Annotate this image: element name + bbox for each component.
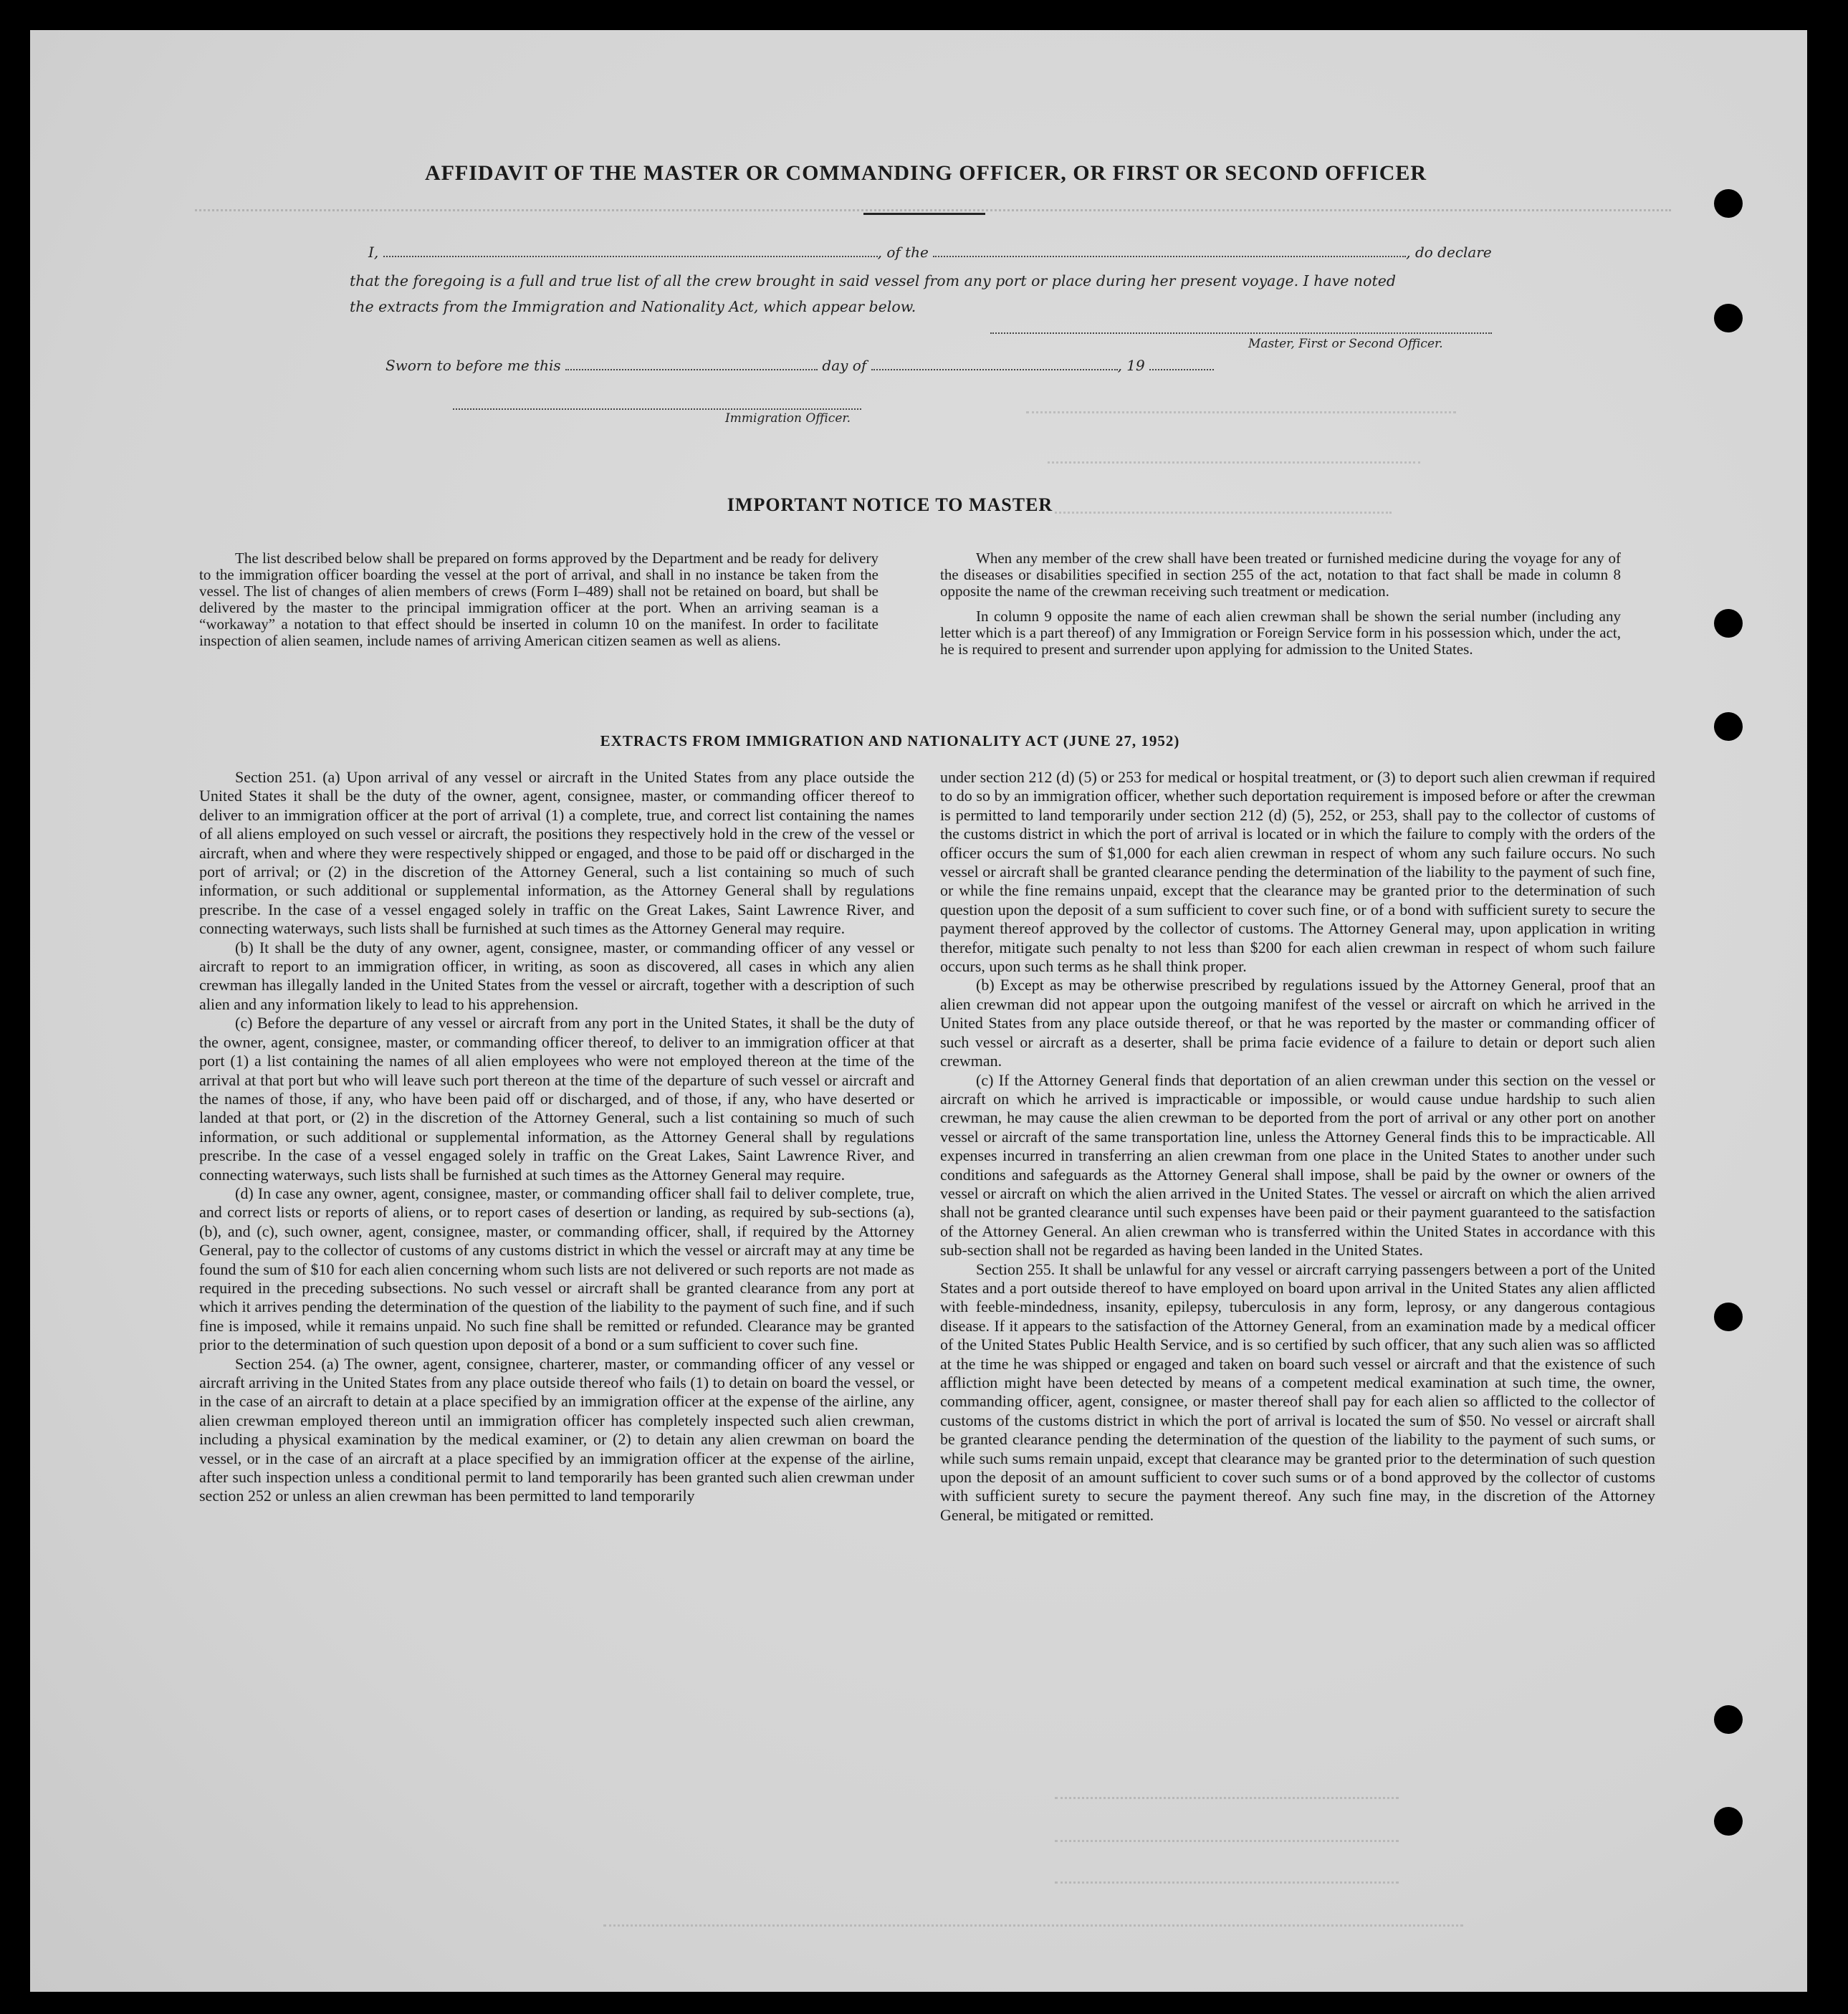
- bleed-through-texture: [603, 1909, 1463, 1927]
- sworn-line: [386, 357, 1214, 374]
- master-caption: Master, First or Second Officer.: [1248, 337, 1443, 351]
- document-page: [30, 30, 1807, 1992]
- punch-hole: [1714, 1705, 1743, 1734]
- notice-left-column: [199, 550, 878, 658]
- year-prefix: , 19: [1117, 357, 1145, 374]
- notice-right-column: [940, 550, 1621, 666]
- section-251-b: (b) It shall be the duty of any owner, agent, consignee, master, or commanding officer of any vessel or aircraft to report to an immigration officer, in writing, as soon as discovered, all cases in which any alien crewman has illegally landed in the United States from the vessel or aircraft, together with a description of such alien and any information likely to lead to his apprehension.: [199, 938, 914, 1013]
- section-255: Section 255. It shall be unlawful for any vessel or aircraft carrying passengers between a port of the United States and a port outside thereof to have employed on board upon arrival in the United States any alien afflicted with feeble-mindedness, insanity, epilepsy, tuberculosis in any form, leprosy, or any dangerous contagious disease. If it appears to the satisfaction of the Attorney General, from an examination made by a medical officer of the United States Public Health Service, and is so certified by such officer, that any such alien was so afflicted at the time he was shipped or engaged and taken on board such vessel or aircraft and that the existence of such affliction might have been detected by means of a competent medical examination at such time, the owner, commanding officer, agent, consignee, or master thereof shall pay for each alien so afflicted to the collector of customs of the customs district in which the port of arrival is located the sum of $50. No vessel or aircraft shall be granted clearance pending the determination of the question of the liability to the payment of such sums, or while such sums remain unpaid, except that clearance may be granted prior to the determination of such question upon the deposit of an amount sufficient to cover such sums or of a bond approved by the collector of customs with sufficient surety to secure the payment thereof. Any such fine may, in the discretion of the Attorney General, be mitigated or remitted.: [940, 1260, 1655, 1524]
- section-254-b: (b) Except as may be otherwise prescribed by regulations issued by the Attorney General, proof that an alien crewman did not appear upon the outgoing manifest of the vessel or aircraft on which he arrived in the United States from any place outside thereof, or that he was reported by the master or commanding officer of such vessel or aircraft as a deserter, shall be prima facie evidence of a failure to detain or deport such alien crewman.: [940, 976, 1655, 1070]
- sworn-prefix: Sworn to before me this: [386, 357, 561, 374]
- bleed-through-texture: [1048, 446, 1420, 464]
- punch-hole: [1714, 189, 1743, 218]
- notice-left-paragraph: The list described below shall be prepared on forms approved by the Department and be ready for delivery to the immigration officer boarding the vessel at the port of arrival, and shall in no instance be taken from the vessel. The list of changes of alien members of crews (Form I–489) shall not be retained on board, but shall be delivered by the master to the principal immigration officer at the port. When an arriving seaman is a “workaway” a notation to that effect should be inserted in column 10 on the manifest. In order to facilitate inspection of alien seamen, include names of arriving American citizen seamen as well as aliens.: [199, 550, 878, 649]
- title-underline: [863, 213, 985, 215]
- extracts-right-column: [940, 768, 1655, 1525]
- sworn-month-blank[interactable]: [871, 369, 1118, 370]
- notice-title: IMPORTANT NOTICE TO MASTER: [727, 494, 1053, 515]
- section-254-a-continued: under section 212 (d) (5) or 253 for medical or hospital treatment, or (3) to deport such alien crewman if required to do so by an immigration officer, whether such deportation requirement is imposed before or after the crewman is permitted to land temporarily under section 212 (d) (5), 252, or 253, shall pay to the collector of customs of the customs district in which the port of arrival is located or in which the failure to comply with the orders of the officer occurs the sum of $1,000 for each alien crewman in respect of whom any such failure occurs. No such vessel or aircraft shall be granted clearance pending the determination of the liability to the payment of such fine, or while the fine remains unpaid, except that the clearance may be granted prior to the determination of such question upon the deposit of a sum sufficient to cover such fine, or of a bond with sufficient surety to secure the payment thereof approved by the collector of customs. The Attorney General may, upon application in writing therefor, mitigate such penalty to not less than $200 for each alien crewman in respect of whom such failure occurs, upon such terms as he shall think proper.: [940, 768, 1655, 976]
- of-the-label: , of the: [877, 244, 929, 261]
- bleed-through-texture: [1055, 1824, 1399, 1842]
- name-blank[interactable]: [383, 256, 878, 257]
- do-declare-label: , do declare: [1406, 244, 1492, 261]
- i-prefix: I,: [368, 244, 379, 261]
- notice-right-paragraph-2: In column 9 opposite the name of each alien crewman shall be shown the serial number (including any letter which is a part thereof) of any Immigration or Foreign Service form in his possession which, under the act, he is required to present and surrender upon applying for admission to the United States.: [940, 608, 1621, 658]
- punch-hole: [1714, 1807, 1743, 1836]
- day-of-label: day of: [822, 357, 867, 374]
- punch-hole: [1714, 712, 1743, 741]
- declaration-text-1: that the foregoing is a full and true list of all the crew brought in said vessel from any port or place during her present voyage. I have noted: [350, 272, 1396, 289]
- bleed-through-texture: [1026, 395, 1456, 413]
- extracts-left-column: [199, 768, 914, 1506]
- declaration-fill-line: [368, 244, 1492, 261]
- master-signature-line[interactable]: [990, 331, 1492, 334]
- vessel-blank[interactable]: [933, 256, 1406, 257]
- punch-hole: [1714, 304, 1743, 332]
- bleed-through-texture: [195, 193, 1671, 211]
- immigration-caption: Immigration Officer.: [725, 411, 851, 426]
- section-251-c: (c) Before the departure of any vessel or aircraft from any port in the United States, it shall be the duty of the owner, agent, consignee, master, or commanding officer thereof, to deliver to an immigration officer at that port (1) a list containing the names of all alien employees who were not employed thereon at the time of the arrival at that port but who will leave such port thereon at the time of the departure of such vessel or aircraft and the names of those, if any, who have been paid off or discharged, and of those, if any, who have deserted or landed at that port, or (2) in the discretion of the Attorney General, such a list containing so much of such information, or such additional or supplemental information, as the Attorney General shall by regulations prescribe. In the case of a vessel engaged solely in traffic on the Great Lakes, Saint Lawrence River, and connecting waterways, such lists shall be furnished at such times as the Attorney General may require.: [199, 1014, 914, 1184]
- section-251-d: (d) In case any owner, agent, consignee, master, or commanding officer shall fail to deliver complete, true, and correct lists or reports of aliens, or to report cases of desertion or landing, as required by sub-sections (a), (b), and (c), such owner, agent, consignee, master, or commanding officer, shall, if required by the Attorney General, pay to the collector of customs of any customs district in which the vessel or aircraft may at any time be found the sum of $10 for each alien concerning whom such lists are not delivered or such reports are not made as required in the preceding subsections. No such vessel or aircraft shall be granted clearance from any port at which it arrives pending the determination of the question of the liability to the payment of such fine, and if such fine is imposed, while it remains unpaid. No such fine shall be remitted or refunded. Clearance may be granted prior to the determination of such question upon deposit of a bond or a sum sufficient to cover such fine.: [199, 1184, 914, 1354]
- notice-right-paragraph-1: When any member of the crew shall have been treated or furnished medicine during the voyage for any of the diseases or disabilities specified in section 255 of the act, notation to that fact shall be made in column 8 opposite the name of the crewman receiving such treatment or medication.: [940, 550, 1621, 600]
- immigration-officer-signature-line[interactable]: [453, 407, 861, 410]
- declaration-text-2: the extracts from the Immigration and Nationality Act, which appear below.: [350, 298, 916, 315]
- sworn-year-blank[interactable]: [1149, 369, 1214, 370]
- section-251-a: Section 251. (a) Upon arrival of any vessel or aircraft in the United States from any place outside the United States it shall be the duty of the owner, agent, consignee, master, or commanding officer thereof to deliver to an immigration officer at the port of arrival (1) a complete, true, and correct list containing the names of all aliens employed on such vessel or aircraft, the positions they respectively hold in the crew of the vessel or aircraft, when and where they were respectively shipped or engaged, and those to be paid off or discharged in the port of arrival; or (2) in the discretion of the Attorney General, such a list containing so much of such information, or such additional or supplemental information, as the Attorney General shall by regulations prescribe. In the case of a vessel engaged solely in traffic on the Great Lakes, Saint Lawrence River, and connecting waterways, such lists shall be furnished at such times as the Attorney General may require.: [199, 768, 914, 938]
- punch-hole: [1714, 1303, 1743, 1331]
- bleed-through-texture: [1055, 1866, 1399, 1884]
- affidavit-title: AFFIDAVIT OF THE MASTER OR COMMANDING OFFICER, OR FIRST OR SECOND OFFICER: [424, 161, 1427, 185]
- sworn-day-blank[interactable]: [565, 369, 818, 370]
- section-254-c: (c) If the Attorney General finds that deportation of an alien crewman under this section on the vessel or aircraft on which he arrived is impracticable or impossible, or would cause undue hardship to such alien crewman, he may cause the alien crewman to be deported from the port of arrival or any other port on another vessel or aircraft of the same transportation line, unless the Attorney General finds this to be impracticable. All expenses incurred in transferring an alien crewman from one place in the United States to another under such conditions and safeguards as the Attorney General shall impose, shall be paid by the owner or owners of the vessel or aircraft on which the alien arrived in the United States. The vessel or aircraft on which the alien arrived shall not be granted clearance until such expenses have been paid or their payment guaranteed to the satisfaction of the Attorney General. An alien crewman who is transferred within the United States in accordance with this sub-section shall not be regarded as having been landed in the United States.: [940, 1070, 1655, 1260]
- punch-hole: [1714, 609, 1743, 638]
- section-254-a: Section 254. (a) The owner, agent, consignee, charterer, master, or commanding officer of any vessel or aircraft arriving in the United States from any place outside thereof who fails (1) to detain on board the vessel, or in the case of an aircraft to detain at a place specified by an immigration officer at the expense of the airline, any alien crewman employed thereon until an immigration officer has completely inspected such alien crewman, including a physical examination by the medical examiner, or (2) to detain any alien crewman on board the vessel, or in the case of an aircraft at a place specified by an immigration officer at the expense of the airline, after such inspection unless a conditional permit to land temporarily has been granted such alien crewman under section 252 or unless an alien crewman has been permitted to land temporarily: [199, 1354, 914, 1505]
- bleed-through-texture: [1055, 1781, 1399, 1799]
- extracts-title: EXTRACTS FROM IMMIGRATION AND NATIONALITY ACT (JUNE 27, 1952): [600, 732, 1180, 749]
